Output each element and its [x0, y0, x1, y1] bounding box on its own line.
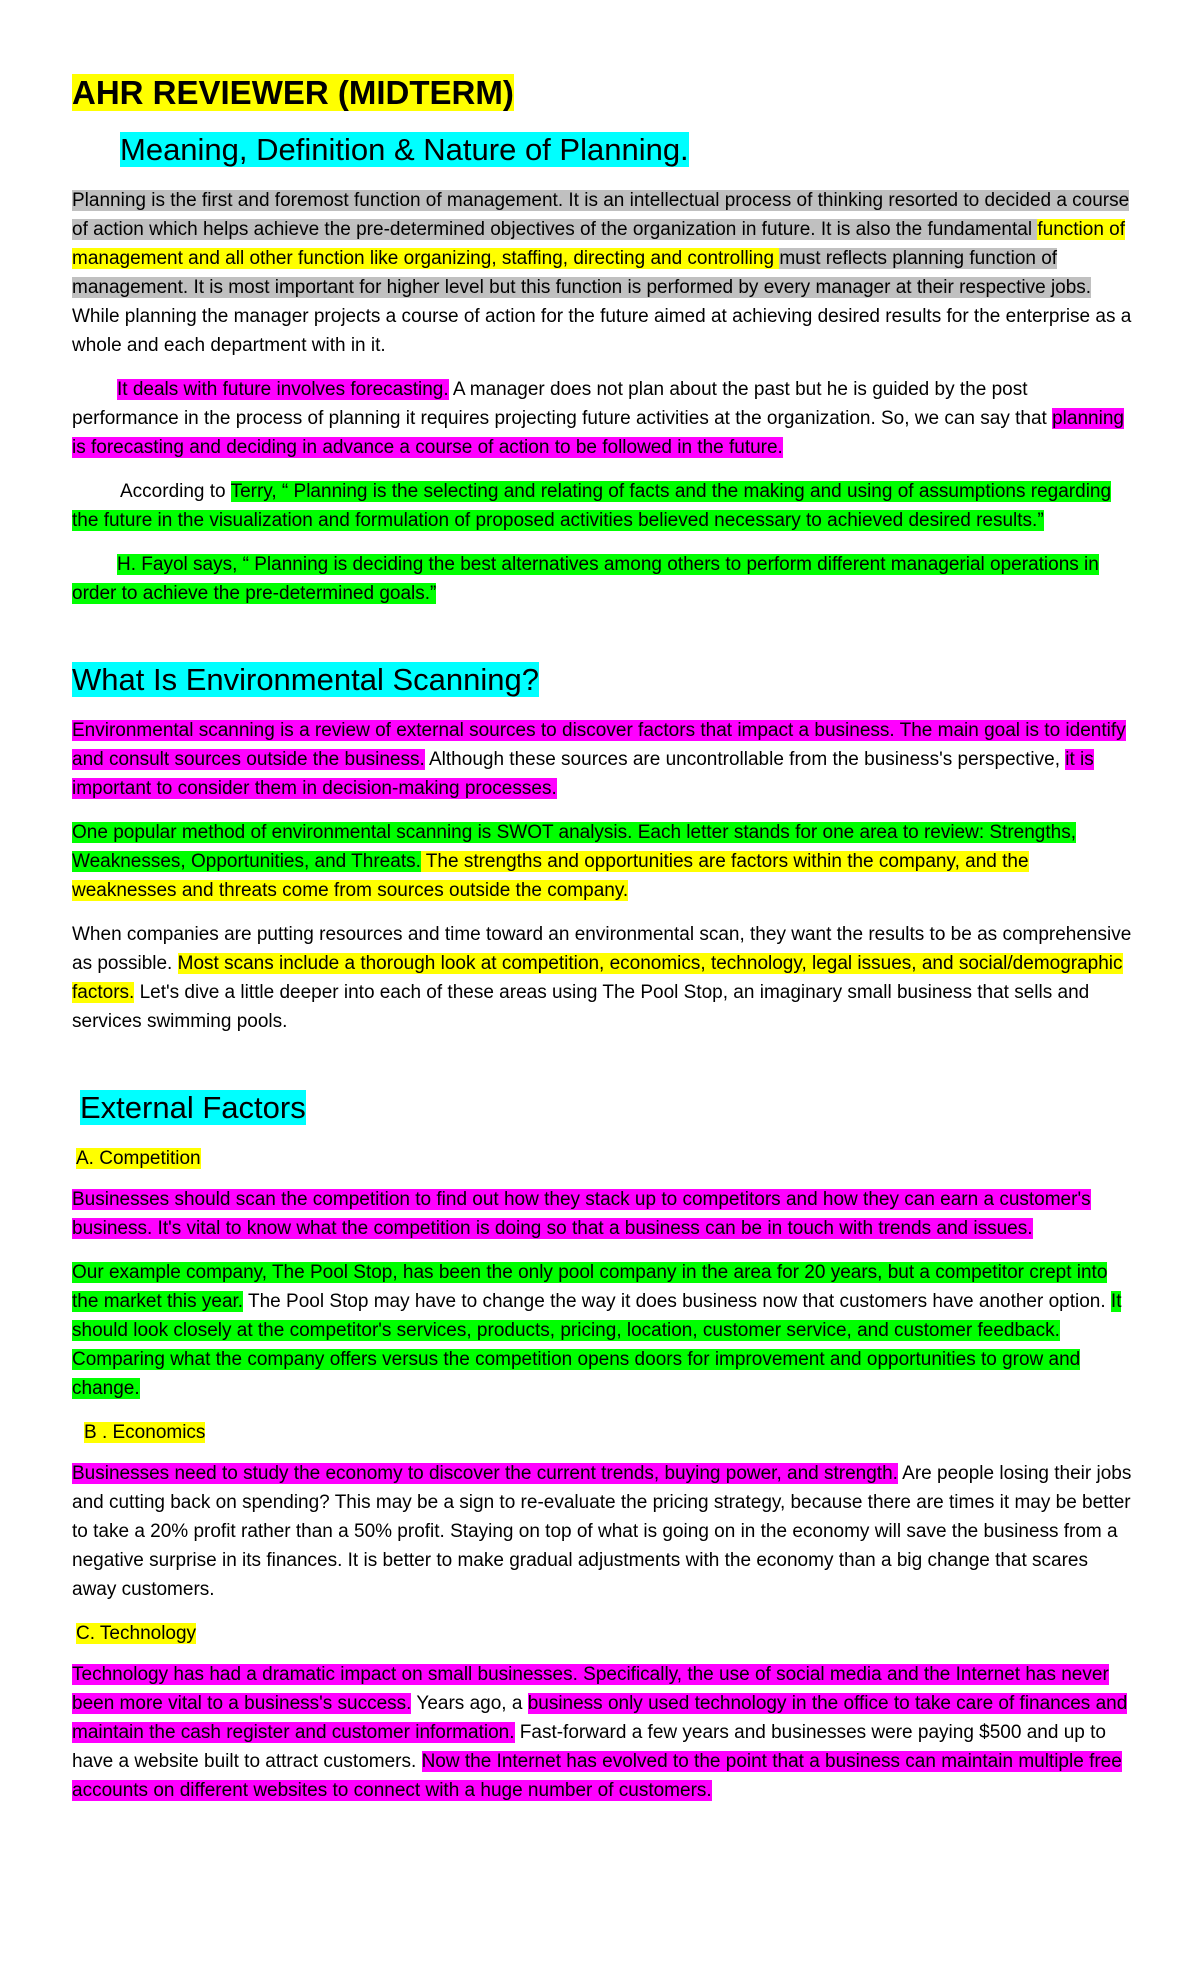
- document-page: [72, 72, 1132, 1820]
- subheading-economics: B . Economics: [84, 1422, 206, 1443]
- paragraph-comprehensive-scan: When companies are putting resources and time toward an environmental scan, they want the results to be as comprehensive as possible. Most scans include a thorough look at competition, economics, technology, legal issues, and social/demographic factors. Let's dive a little deeper into each of these areas using The Pool Stop, an imaginary small business that sells and services swimming pools.: [72, 924, 1132, 1032]
- paragraph-technology: Technology has had a dramatic impact on small businesses. Specifically, the use of social media and the Internet has never been more vital to a business's success. Years ago, a business only used technology in the office to take care of finances and maintain the cash register and customer information. Fast-forward a few years and businesses were paying $500 and up to have a website built to attract customers. Now the Internet has evolved to the point that a business can maintain multiple free accounts on different websites to connect with a huge number of customers.: [72, 1664, 1128, 1801]
- subheading-competition: A. Competition: [76, 1148, 201, 1169]
- paragraph-terry-quote: According to Terry, “ Planning is the selecting and relating of facts and the making and using of assumptions regarding the future in the visualization and formulation of proposed activities believed necessary to achieved desired results.”: [72, 481, 1112, 531]
- subheading-technology: C. Technology: [76, 1623, 197, 1644]
- heading-planning: Meaning, Definition & Nature of Planning.: [120, 132, 689, 167]
- paragraph-planning-definition: Planning is the first and foremost function of management. It is an intellectual process of thinking resorted to decided a course of action which helps achieve the pre-determined objectives of the organization in future. It is also the fundamental function of management and all other function like organizing, staffing, directing and controlling must reflects planning function of management. It is most important for higher level but this function is performed by every manager at their respective jobs. While planning the manager projects a course of action for the future aimed at achieving desired results for the enterprise as a whole and each department with in it.: [72, 190, 1132, 356]
- paragraph-pool-stop-competition: Our example company, The Pool Stop, has been the only pool company in the area for 20 years, but a competitor crept into the market this year. The Pool Stop may have to change the way it does business now that customers have another option. It should look closely at the competitor's services, products, pricing, location, customer service, and customer feedback. Comparing what the company offers versus the competition opens doors for improvement and opportunities to grow and change.: [72, 1262, 1122, 1399]
- paragraph-forecasting: It deals with future involves forecasting. A manager does not plan about the past but he is guided by the post performance in the process of planning it requires projecting future activities at the organization. So, we can say that planning is forecasting and deciding in advance a course of action to be followed in the future.: [72, 379, 1124, 458]
- heading-external-factors: External Factors: [80, 1090, 306, 1125]
- paragraph-economics: Businesses need to study the economy to discover the current trends, buying power, and strength. Are people losing their jobs and cutting back on spending? This may be a sign to re-evaluate the pricing strategy, because there are times it may be better to take a 20% profit rather than a 50% profit. Staying on top of what is going on in the economy will save the business from a negative surprise in its finances. It is better to make gradual adjustments with the economy than a big change that scares away customers.: [72, 1463, 1132, 1600]
- paragraph-environmental-scanning: Environmental scanning is a review of external sources to discover factors that impact a business. The main goal is to identify and consult sources outside the business. Although these sources are uncontrollable from the business's perspective, it is important to consider them in decision-making processes.: [72, 720, 1126, 799]
- paragraph-fayol-quote: H. Fayol says, “ Planning is deciding the best alternatives among others to perform different managerial operations in order to achieve the pre-determined goals.”: [72, 554, 1099, 604]
- document-title: AHR REVIEWER (MIDTERM): [72, 74, 514, 111]
- paragraph-swot: One popular method of environmental scanning is SWOT analysis. Each letter stands for one area to review: Strengths, Weaknesses, Opportunities, and Threats. The strengths and opportunities are factors within the company, and the weaknesses and threats come from sources outside the company.: [72, 822, 1077, 901]
- paragraph-competition-scan: Businesses should scan the competition to find out how they stack up to competitors and how they can earn a customer's business. It's vital to know what the competition is doing so that a business can be in touch with trends and issues.: [72, 1189, 1091, 1239]
- heading-environmental-scanning: What Is Environmental Scanning?: [72, 662, 539, 697]
